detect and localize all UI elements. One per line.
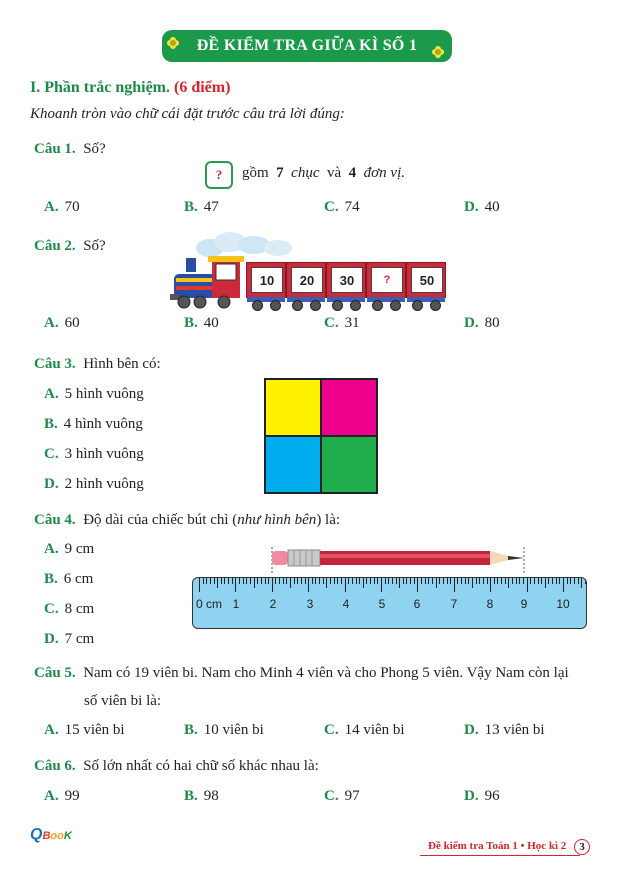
question-label: Câu 4. bbox=[34, 512, 76, 528]
section-points: (6 điểm) bbox=[174, 79, 231, 96]
option-d[interactable] bbox=[464, 199, 500, 216]
option-c[interactable] bbox=[324, 722, 405, 739]
ruler-tick bbox=[210, 578, 211, 584]
ruler-tick bbox=[206, 578, 207, 584]
ruler-tick bbox=[246, 578, 247, 584]
option-d[interactable] bbox=[44, 476, 144, 493]
ruler-tick bbox=[585, 578, 586, 584]
car-number: 20 bbox=[291, 267, 323, 293]
option-letter: A. bbox=[44, 541, 59, 557]
ruler-tick bbox=[363, 578, 364, 588]
ruler-tick bbox=[541, 578, 542, 584]
option-letter: C. bbox=[324, 722, 339, 738]
ruler-tick bbox=[530, 578, 531, 584]
ruler-tick bbox=[279, 578, 280, 584]
ruler-tick bbox=[275, 578, 276, 584]
option-a[interactable] bbox=[44, 788, 80, 805]
ruler-tick bbox=[254, 578, 255, 588]
ruler-tick bbox=[232, 578, 233, 584]
option-d[interactable] bbox=[464, 788, 500, 805]
ruler-tick bbox=[534, 578, 535, 584]
option-d[interactable] bbox=[44, 631, 94, 648]
pencil-icon bbox=[268, 545, 532, 575]
ruler-tick bbox=[432, 578, 433, 584]
option-text: 7 cm bbox=[64, 631, 95, 647]
ruler-number: 1 bbox=[232, 597, 240, 611]
option-text: 97 bbox=[344, 788, 360, 804]
option-text: 5 hình vuông bbox=[64, 386, 144, 402]
option-c[interactable] bbox=[44, 601, 94, 618]
option-text: 13 viên bi bbox=[484, 722, 545, 738]
ruler-tick bbox=[199, 578, 200, 592]
ruler-tick bbox=[319, 578, 320, 584]
ruler-tick bbox=[366, 578, 367, 584]
flower-icon bbox=[167, 37, 179, 49]
option-letter: D. bbox=[44, 631, 59, 647]
ruler-tick bbox=[421, 578, 422, 584]
option-c[interactable] bbox=[324, 788, 360, 805]
ruler-tick bbox=[217, 578, 218, 588]
option-text: 74 bbox=[344, 199, 360, 215]
ruler-tick bbox=[454, 578, 455, 592]
section-instruction: Khoanh tròn vào chữ cái đặt trước câu trả lời đúng: bbox=[30, 106, 345, 122]
option-letter: C. bbox=[324, 315, 339, 331]
ruler bbox=[192, 577, 587, 629]
ruler-tick bbox=[352, 578, 353, 584]
section-heading bbox=[30, 79, 230, 97]
question-label: Câu 2. bbox=[34, 238, 76, 254]
ruler-tick bbox=[559, 578, 560, 584]
ruler-tick bbox=[374, 578, 375, 584]
ruler-tick bbox=[377, 578, 378, 584]
ruler-unit-label: 0 cm bbox=[195, 597, 223, 611]
option-letter: D. bbox=[464, 788, 479, 804]
ruler-tick bbox=[312, 578, 313, 584]
option-text: 9 cm bbox=[64, 541, 95, 557]
ruler-tick bbox=[548, 578, 549, 584]
ruler-tick bbox=[574, 578, 575, 584]
ruler-tick bbox=[224, 578, 225, 584]
ruler-tick bbox=[337, 578, 338, 584]
ruler-tick bbox=[228, 578, 229, 584]
option-d[interactable] bbox=[464, 315, 500, 332]
question-text-italic: như hình bên bbox=[237, 512, 317, 528]
ruler-tick bbox=[436, 578, 437, 588]
question-label: Câu 1. bbox=[34, 141, 76, 157]
word: đơn vị. bbox=[363, 165, 406, 181]
ruler-tick bbox=[497, 578, 498, 584]
question-text: ) là: bbox=[316, 512, 341, 528]
ruler-tick bbox=[567, 578, 568, 584]
ruler-tick bbox=[483, 578, 484, 584]
ruler-tick bbox=[581, 578, 582, 588]
train-car bbox=[406, 262, 446, 298]
option-text: 47 bbox=[203, 199, 219, 215]
locomotive-icon bbox=[168, 254, 244, 310]
option-b[interactable] bbox=[184, 199, 219, 216]
option-letter: B. bbox=[184, 722, 198, 738]
option-letter: D. bbox=[464, 199, 479, 215]
option-b[interactable] bbox=[44, 571, 93, 588]
ruler-tick bbox=[341, 578, 342, 584]
option-letter: C. bbox=[44, 446, 59, 462]
ruler-tick bbox=[414, 578, 415, 584]
yellow-square bbox=[265, 379, 321, 436]
option-letter: D. bbox=[44, 476, 59, 492]
ruler-tick bbox=[348, 578, 349, 584]
option-letter: D. bbox=[464, 315, 479, 331]
ruler-tick bbox=[527, 578, 528, 592]
ruler-tick bbox=[552, 578, 553, 584]
option-a[interactable] bbox=[44, 541, 94, 558]
ruler-tick bbox=[439, 578, 440, 584]
ruler-tick bbox=[545, 578, 546, 588]
ruler-tick bbox=[570, 578, 571, 584]
option-text: 4 hình vuông bbox=[63, 416, 143, 432]
ruler-tick bbox=[425, 578, 426, 584]
ruler-tick bbox=[516, 578, 517, 584]
ruler-number: 3 bbox=[306, 597, 314, 611]
ruler-tick bbox=[450, 578, 451, 584]
question-4 bbox=[34, 512, 340, 529]
option-a[interactable] bbox=[44, 315, 80, 332]
ruler-tick bbox=[334, 578, 335, 584]
ruler-number: 7 bbox=[450, 597, 458, 611]
ruler-tick bbox=[221, 578, 222, 584]
option-d[interactable] bbox=[464, 722, 545, 739]
option-text: 2 hình vuông bbox=[64, 476, 144, 492]
ruler-tick bbox=[461, 578, 462, 584]
option-letter: A. bbox=[44, 722, 59, 738]
option-letter: B. bbox=[184, 199, 198, 215]
ruler-tick bbox=[468, 578, 469, 584]
ruler-number: 8 bbox=[486, 597, 494, 611]
unknown-number-box: ? bbox=[205, 161, 233, 189]
car-number: 10 bbox=[251, 267, 283, 293]
question-label: Câu 3. bbox=[34, 356, 76, 372]
car-unknown: ? bbox=[371, 267, 403, 293]
exam-title: ĐỀ KIỂM TRA GIỮA KÌ SỐ 1 bbox=[196, 37, 418, 54]
ruler-tick bbox=[283, 578, 284, 584]
option-letter: A. bbox=[44, 199, 59, 215]
option-text: 14 viên bi bbox=[344, 722, 405, 738]
ruler-number: 10 bbox=[556, 597, 570, 611]
ruler-tick bbox=[294, 578, 295, 584]
option-letter: B. bbox=[184, 788, 198, 804]
ruler-tick bbox=[578, 578, 579, 584]
ruler-tick bbox=[272, 578, 273, 592]
ruler-tick bbox=[301, 578, 302, 584]
option-letter: C. bbox=[324, 788, 339, 804]
question-label: Câu 5. bbox=[34, 665, 76, 681]
ruler-number: 6 bbox=[413, 597, 421, 611]
option-a[interactable] bbox=[44, 722, 125, 739]
question-text: Nam có 19 viên bi. Nam cho Minh 4 viên và cho Phong 5 viên. Vậy Nam còn lại bbox=[83, 665, 569, 681]
squares-figure bbox=[264, 378, 378, 494]
flower-icon bbox=[432, 46, 444, 58]
train-car bbox=[246, 262, 286, 298]
ruler-tick bbox=[308, 578, 309, 592]
footer-divider bbox=[420, 855, 580, 856]
option-text: 6 cm bbox=[63, 571, 94, 587]
word: và bbox=[327, 165, 342, 181]
ruler-tick bbox=[203, 578, 204, 584]
option-text: 98 bbox=[203, 788, 219, 804]
page-number: 3 bbox=[574, 839, 590, 855]
ruler-tick bbox=[359, 578, 360, 584]
ruler-number: 9 bbox=[520, 597, 528, 611]
option-text: 70 bbox=[64, 199, 80, 215]
ruler-tick bbox=[265, 578, 266, 584]
car-number: 50 bbox=[411, 267, 443, 293]
ruler-tick bbox=[508, 578, 509, 588]
ruler-tick bbox=[257, 578, 258, 584]
ruler-number: 4 bbox=[342, 597, 350, 611]
magenta-square bbox=[321, 379, 377, 436]
option-text: 31 bbox=[344, 315, 360, 331]
ruler-tick bbox=[490, 578, 491, 592]
ruler-tick bbox=[356, 578, 357, 584]
ruler-tick bbox=[523, 578, 524, 584]
footer-title: Đề kiểm tra Toán 1 • Học kì 2 bbox=[428, 840, 567, 852]
ruler-tick bbox=[505, 578, 506, 584]
word: chục bbox=[291, 165, 320, 181]
ruler-tick bbox=[406, 578, 407, 584]
option-c[interactable] bbox=[44, 446, 144, 463]
ruler-tick bbox=[472, 578, 473, 588]
option-letter: B. bbox=[44, 416, 58, 432]
question-3 bbox=[34, 356, 161, 373]
number: 7 bbox=[276, 165, 284, 181]
question-text: Số lớn nhất có hai chữ số khác nhau là: bbox=[83, 758, 319, 774]
question-6 bbox=[34, 758, 319, 775]
ruler-tick bbox=[235, 578, 236, 592]
ruler-tick bbox=[457, 578, 458, 584]
question-text: Số? bbox=[83, 141, 106, 157]
option-c[interactable] bbox=[324, 315, 360, 332]
ruler-tick bbox=[305, 578, 306, 584]
car-number: 30 bbox=[331, 267, 363, 293]
option-letter: C. bbox=[324, 199, 339, 215]
word: gồm bbox=[242, 165, 269, 181]
ruler-number: 2 bbox=[269, 597, 277, 611]
ruler-tick bbox=[447, 578, 448, 584]
option-text: 96 bbox=[484, 788, 500, 804]
ruler-tick bbox=[494, 578, 495, 584]
section-title: I. Phần trắc nghiệm. bbox=[30, 79, 170, 96]
ruler-tick bbox=[268, 578, 269, 584]
option-b[interactable] bbox=[184, 722, 264, 739]
option-text: 3 hình vuông bbox=[64, 446, 144, 462]
option-b[interactable] bbox=[44, 416, 143, 433]
blue-square bbox=[265, 436, 321, 493]
question-1-statement bbox=[242, 165, 405, 182]
train-car bbox=[366, 262, 406, 298]
ruler-tick bbox=[487, 578, 488, 584]
option-letter: B. bbox=[44, 571, 58, 587]
option-letter: A. bbox=[44, 386, 59, 402]
ruler-tick bbox=[519, 578, 520, 584]
ruler-tick bbox=[385, 578, 386, 584]
option-letter: B. bbox=[184, 315, 198, 331]
ruler-tick bbox=[243, 578, 244, 584]
ruler-tick bbox=[501, 578, 502, 584]
option-letter: A. bbox=[44, 788, 59, 804]
option-text: 99 bbox=[64, 788, 80, 804]
ruler-tick bbox=[403, 578, 404, 584]
ruler-tick bbox=[286, 578, 287, 584]
exam-title-banner bbox=[162, 30, 452, 62]
ruler-tick bbox=[476, 578, 477, 584]
ruler-tick bbox=[479, 578, 480, 584]
option-b[interactable] bbox=[184, 315, 219, 332]
ruler-tick bbox=[370, 578, 371, 584]
ruler-tick bbox=[443, 578, 444, 584]
ruler-tick bbox=[326, 578, 327, 588]
ruler-tick bbox=[250, 578, 251, 584]
ruler-number: 5 bbox=[378, 597, 386, 611]
ruler-tick bbox=[261, 578, 262, 584]
question-5 bbox=[34, 665, 569, 682]
option-text: 8 cm bbox=[64, 601, 95, 617]
option-letter: A. bbox=[44, 315, 59, 331]
option-letter: C. bbox=[44, 601, 59, 617]
number: 4 bbox=[348, 165, 357, 181]
ruler-tick bbox=[381, 578, 382, 592]
ruler-tick bbox=[214, 578, 215, 584]
ruler-tick bbox=[290, 578, 291, 588]
question-text: Độ dài của chiếc bút chì ( bbox=[83, 512, 238, 528]
question-2 bbox=[34, 238, 106, 255]
option-text: 10 viên bi bbox=[203, 722, 264, 738]
train-car bbox=[286, 262, 326, 298]
question-text: Hình bên có: bbox=[83, 356, 161, 372]
ruler-tick bbox=[417, 578, 418, 592]
ruler-tick bbox=[563, 578, 564, 592]
ruler-tick bbox=[538, 578, 539, 584]
question-label: Câu 6. bbox=[34, 758, 76, 774]
ruler-tick bbox=[297, 578, 298, 584]
ruler-tick bbox=[392, 578, 393, 584]
ruler-tick bbox=[388, 578, 389, 584]
ruler-tick bbox=[428, 578, 429, 584]
ruler-tick bbox=[465, 578, 466, 584]
train-car bbox=[326, 262, 366, 298]
option-letter: D. bbox=[464, 722, 479, 738]
train-illustration bbox=[168, 230, 438, 310]
option-text: 80 bbox=[484, 315, 500, 331]
ruler-tick bbox=[330, 578, 331, 584]
question-text-line2: số viên bi là: bbox=[84, 693, 162, 709]
ruler-tick bbox=[396, 578, 397, 584]
option-text: 15 viên bi bbox=[64, 722, 125, 738]
ruler-tick bbox=[399, 578, 400, 588]
green-square bbox=[321, 436, 377, 493]
publisher-logo: QBooK bbox=[30, 826, 72, 843]
option-a[interactable] bbox=[44, 386, 144, 403]
option-text: 40 bbox=[484, 199, 500, 215]
question-1 bbox=[34, 141, 106, 158]
question-text: Số? bbox=[83, 238, 106, 254]
option-a[interactable] bbox=[44, 199, 80, 216]
option-text: 40 bbox=[203, 315, 219, 331]
ruler-tick bbox=[556, 578, 557, 584]
ruler-tick bbox=[239, 578, 240, 584]
option-b[interactable] bbox=[184, 788, 219, 805]
ruler-tick bbox=[315, 578, 316, 584]
ruler-tick bbox=[323, 578, 324, 584]
option-c[interactable] bbox=[324, 199, 360, 216]
ruler-tick bbox=[512, 578, 513, 584]
ruler-tick bbox=[410, 578, 411, 584]
option-text: 60 bbox=[64, 315, 80, 331]
ruler-tick bbox=[345, 578, 346, 592]
